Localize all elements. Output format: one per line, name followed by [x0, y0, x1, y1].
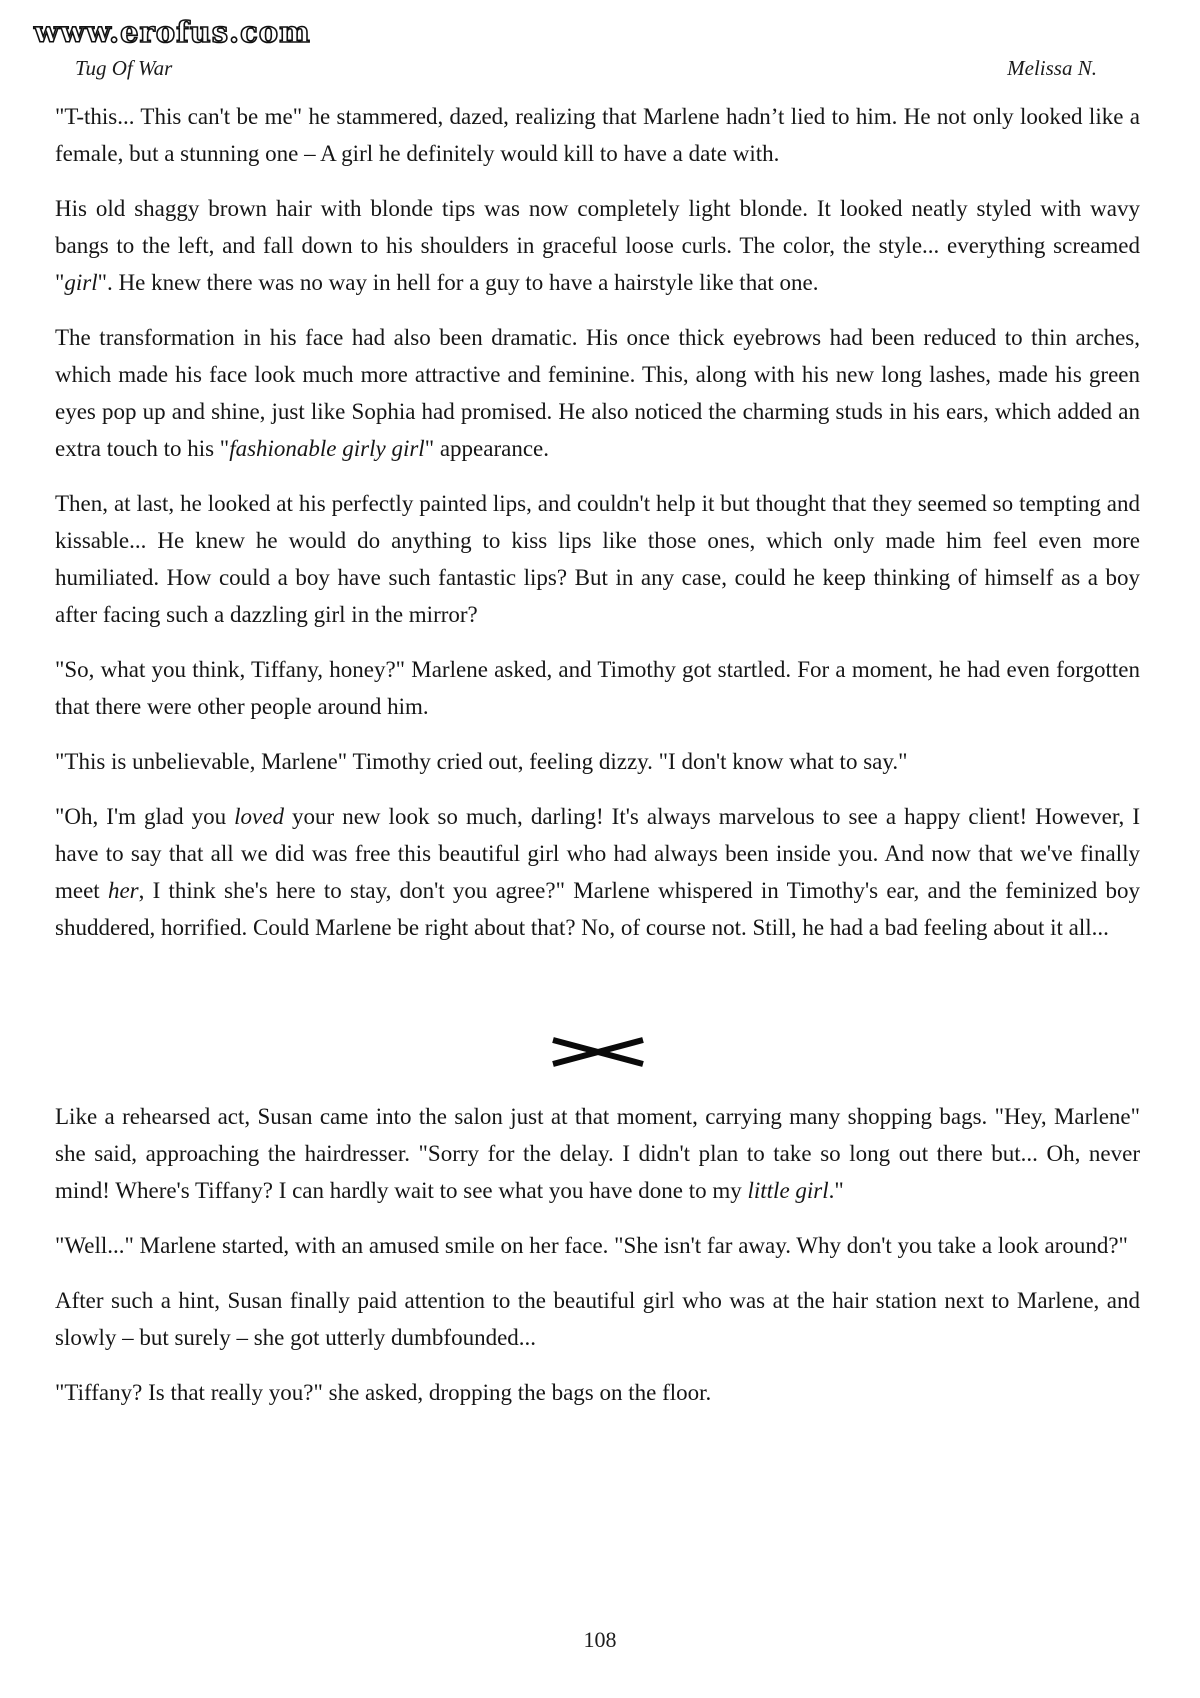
paragraph	[55, 1227, 1140, 1264]
author-name: Melissa N.	[1007, 56, 1097, 80]
italic-text-run: loved	[234, 804, 284, 829]
text-run: "Tiffany? Is that really you?" she asked, dropping the bags on the floor.	[55, 1380, 712, 1405]
cross-x-icon	[550, 1036, 646, 1068]
paragraph	[55, 319, 1140, 467]
text-run: The transformation in his face had also been dramatic. His once thick eyebrows had been reduced to thin arches, which made his face look much more attractive and feminine. This, along with his new long lashes, made his green eyes pop up and shine, just like Sophia had promised. He also noticed the charming studs in his ears, which added an extra touch to his "	[55, 325, 1140, 461]
paragraph	[55, 1374, 1140, 1411]
running-title: Tug Of War	[75, 56, 173, 80]
section-before-divider	[55, 98, 1140, 946]
italic-text-run: fashionable girly girl	[229, 436, 425, 461]
text-run: Like a rehearsed act, Susan came into the salon just at that moment, carrying many shopping bags. "Hey, Marlene" she said, approaching the hairdresser. "Sorry for the delay. I didn't plan to take so long out there but... Oh, never mind! Where's Tiffany? I can hardly wait to see what you have done to my	[55, 1104, 1140, 1203]
italic-text-run: her	[107, 878, 139, 903]
paragraph	[55, 98, 1140, 172]
paragraph	[55, 1282, 1140, 1356]
page-number: 108	[583, 1627, 617, 1652]
text-run: " appearance.	[424, 436, 549, 461]
text-run: "Well..." Marlene started, with an amused smile on her face. "She isn't far away. Why don't you take a look around?"	[55, 1233, 1128, 1258]
text-run: ."	[828, 1178, 844, 1203]
italic-text-run: girl	[64, 270, 98, 295]
paragraph	[55, 1098, 1140, 1209]
page-footer	[0, 1627, 1200, 1653]
text-run: "Oh, I'm glad you	[55, 804, 235, 829]
section-divider	[55, 1031, 1140, 1068]
paragraph	[55, 798, 1140, 946]
text-run: your new look so much, darling! It's always marvelous to see a happy client! However, I have to say that all we did was free this beautiful girl who had always been inside you. And now that we've finally meet	[55, 804, 1140, 903]
text-run: ". He knew there was no way in hell for a guy to have a hairstyle like that one.	[97, 270, 819, 295]
watermark-text: www.erofus.com	[34, 15, 311, 49]
text-run: "So, what you think, Tiffany, honey?" Marlene asked, and Timothy got startled. For a moment, he had even forgotten that there were other people around him.	[55, 657, 1140, 719]
text-run: "This is unbelievable, Marlene" Timothy cried out, feeling dizzy. "I don't know what to say."	[55, 749, 908, 774]
paragraph	[55, 190, 1140, 301]
page-header	[75, 56, 1097, 81]
text-run: His old shaggy brown hair with blonde tips was now completely light blonde. It looked neatly styled with wavy bangs to the left, and fall down to his shoulders in graceful loose curls. The color, the style... everything screamed "	[55, 196, 1140, 295]
paragraph	[55, 485, 1140, 633]
text-run: , I think she's here to stay, don't you agree?" Marlene whispered in Timothy's ear, and the feminized boy shuddered, horrified. Could Marlene be right about that? No, of course not. Still, he had a bad feeling about it all...	[55, 878, 1140, 940]
paragraph	[55, 651, 1140, 725]
text-run: Then, at last, he looked at his perfectly painted lips, and couldn't help it but thought that they seemed so tempting and kissable... He knew he would do anything to kiss lips like those ones, which only made him feel even more humiliated. How could a boy have such fantastic lips? But in any case, could he keep thinking of himself as a boy after facing such a dazzling girl in the mirror?	[55, 491, 1140, 627]
italic-text-run: little girl	[747, 1178, 829, 1203]
body-text	[55, 98, 1140, 1429]
text-run: After such a hint, Susan finally paid attention to the beautiful girl who was at the hair station next to Marlene, and slowly – but surely – she got utterly dumbfounded...	[55, 1288, 1140, 1350]
text-run: "T-this... This can't be me" he stammered, dazed, realizing that Marlene hadn’t lied to him. He not only looked like a female, but a stunning one – A girl he definitely would kill to have a date with.	[55, 104, 1140, 166]
paragraph	[55, 743, 1140, 780]
section-after-divider	[55, 1098, 1140, 1411]
